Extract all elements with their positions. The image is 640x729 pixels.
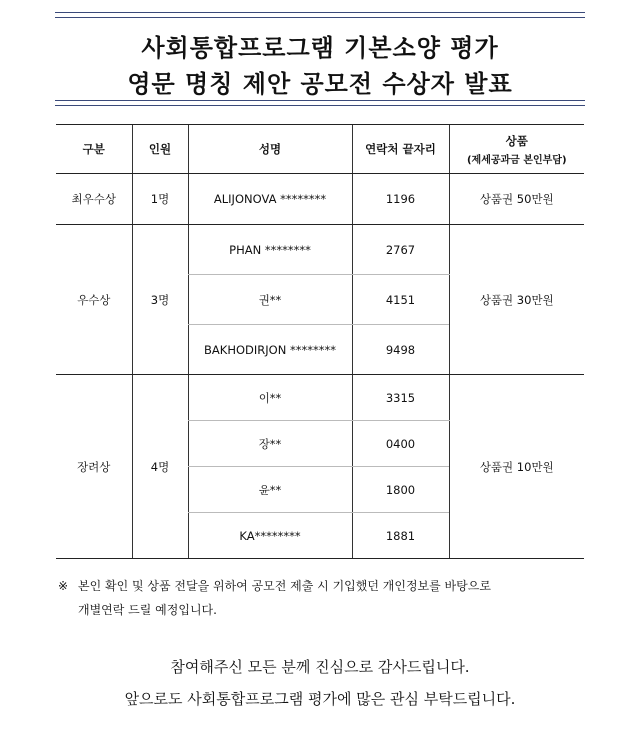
page-title-line-1: 사회통합프로그램 기본소양 평가 bbox=[141, 34, 499, 62]
page-title-line-2: 영문 명칭 제안 공모전 수상자 발표 bbox=[127, 70, 513, 98]
count-cell: 4명 bbox=[132, 375, 188, 559]
prize-cell: 상품권 50만원 bbox=[449, 174, 584, 225]
header-phone: 연락처 끝자리 bbox=[352, 125, 449, 174]
prize-cell: 상품권 30만원 bbox=[449, 225, 584, 375]
phone-cell: 2767 bbox=[352, 225, 449, 275]
table-row bbox=[56, 375, 584, 421]
note-line-1 bbox=[58, 574, 588, 598]
count-cell: 1명 bbox=[132, 174, 188, 225]
title-rule-bottom bbox=[55, 100, 585, 106]
name-cell: 이** bbox=[188, 375, 352, 421]
name-cell: 장** bbox=[188, 421, 352, 467]
name-cell: 윤** bbox=[188, 467, 352, 513]
phone-cell: 1800 bbox=[352, 467, 449, 513]
name-cell: 권** bbox=[188, 275, 352, 325]
name-cell: BAKHODIRJON ******** bbox=[188, 325, 352, 375]
table-row bbox=[56, 225, 584, 275]
closing-line-2: 앞으로도 사회통합프로그램 평가에 많은 관심 부탁드립니다. bbox=[124, 690, 516, 708]
category-cell: 장려상 bbox=[56, 375, 132, 559]
table-header-row bbox=[56, 125, 584, 174]
header-prize-label: 상품 bbox=[505, 133, 528, 148]
header-name: 성명 bbox=[188, 125, 352, 174]
table-row bbox=[56, 174, 584, 225]
header-prize bbox=[449, 125, 584, 174]
phone-cell: 3315 bbox=[352, 375, 449, 421]
header-count: 인원 bbox=[132, 125, 188, 174]
count-cell: 3명 bbox=[132, 225, 188, 375]
name-cell: ALIJONOVA ******** bbox=[188, 174, 352, 225]
phone-cell: 4151 bbox=[352, 275, 449, 325]
name-cell: KA******** bbox=[188, 513, 352, 559]
phone-cell: 0400 bbox=[352, 421, 449, 467]
note-text-1: 본인 확인 및 상품 전달을 위하여 공모전 제출 시 기입했던 개인정보를 바탕으로 bbox=[78, 579, 491, 593]
note-mark: ※ bbox=[58, 579, 69, 593]
title-box bbox=[55, 12, 585, 104]
header-category: 구분 bbox=[56, 125, 132, 174]
phone-cell: 1881 bbox=[352, 513, 449, 559]
phone-cell: 1196 bbox=[352, 174, 449, 225]
winners-table bbox=[56, 124, 584, 559]
name-cell: PHAN ******** bbox=[188, 225, 352, 275]
header-prize-sub: (제세공과금 본인부담) bbox=[466, 154, 567, 166]
category-cell: 최우수상 bbox=[56, 174, 132, 225]
note-line-2: 개별연락 드릴 예정입니다. bbox=[78, 603, 217, 617]
closing-line-1: 참여해주신 모든 분께 진심으로 감사드립니다. bbox=[170, 658, 470, 676]
prize-cell: 상품권 10만원 bbox=[449, 375, 584, 559]
category-cell: 우수상 bbox=[56, 225, 132, 375]
contact-note bbox=[58, 574, 588, 622]
phone-cell: 9498 bbox=[352, 325, 449, 375]
title-rule-top bbox=[55, 12, 585, 18]
